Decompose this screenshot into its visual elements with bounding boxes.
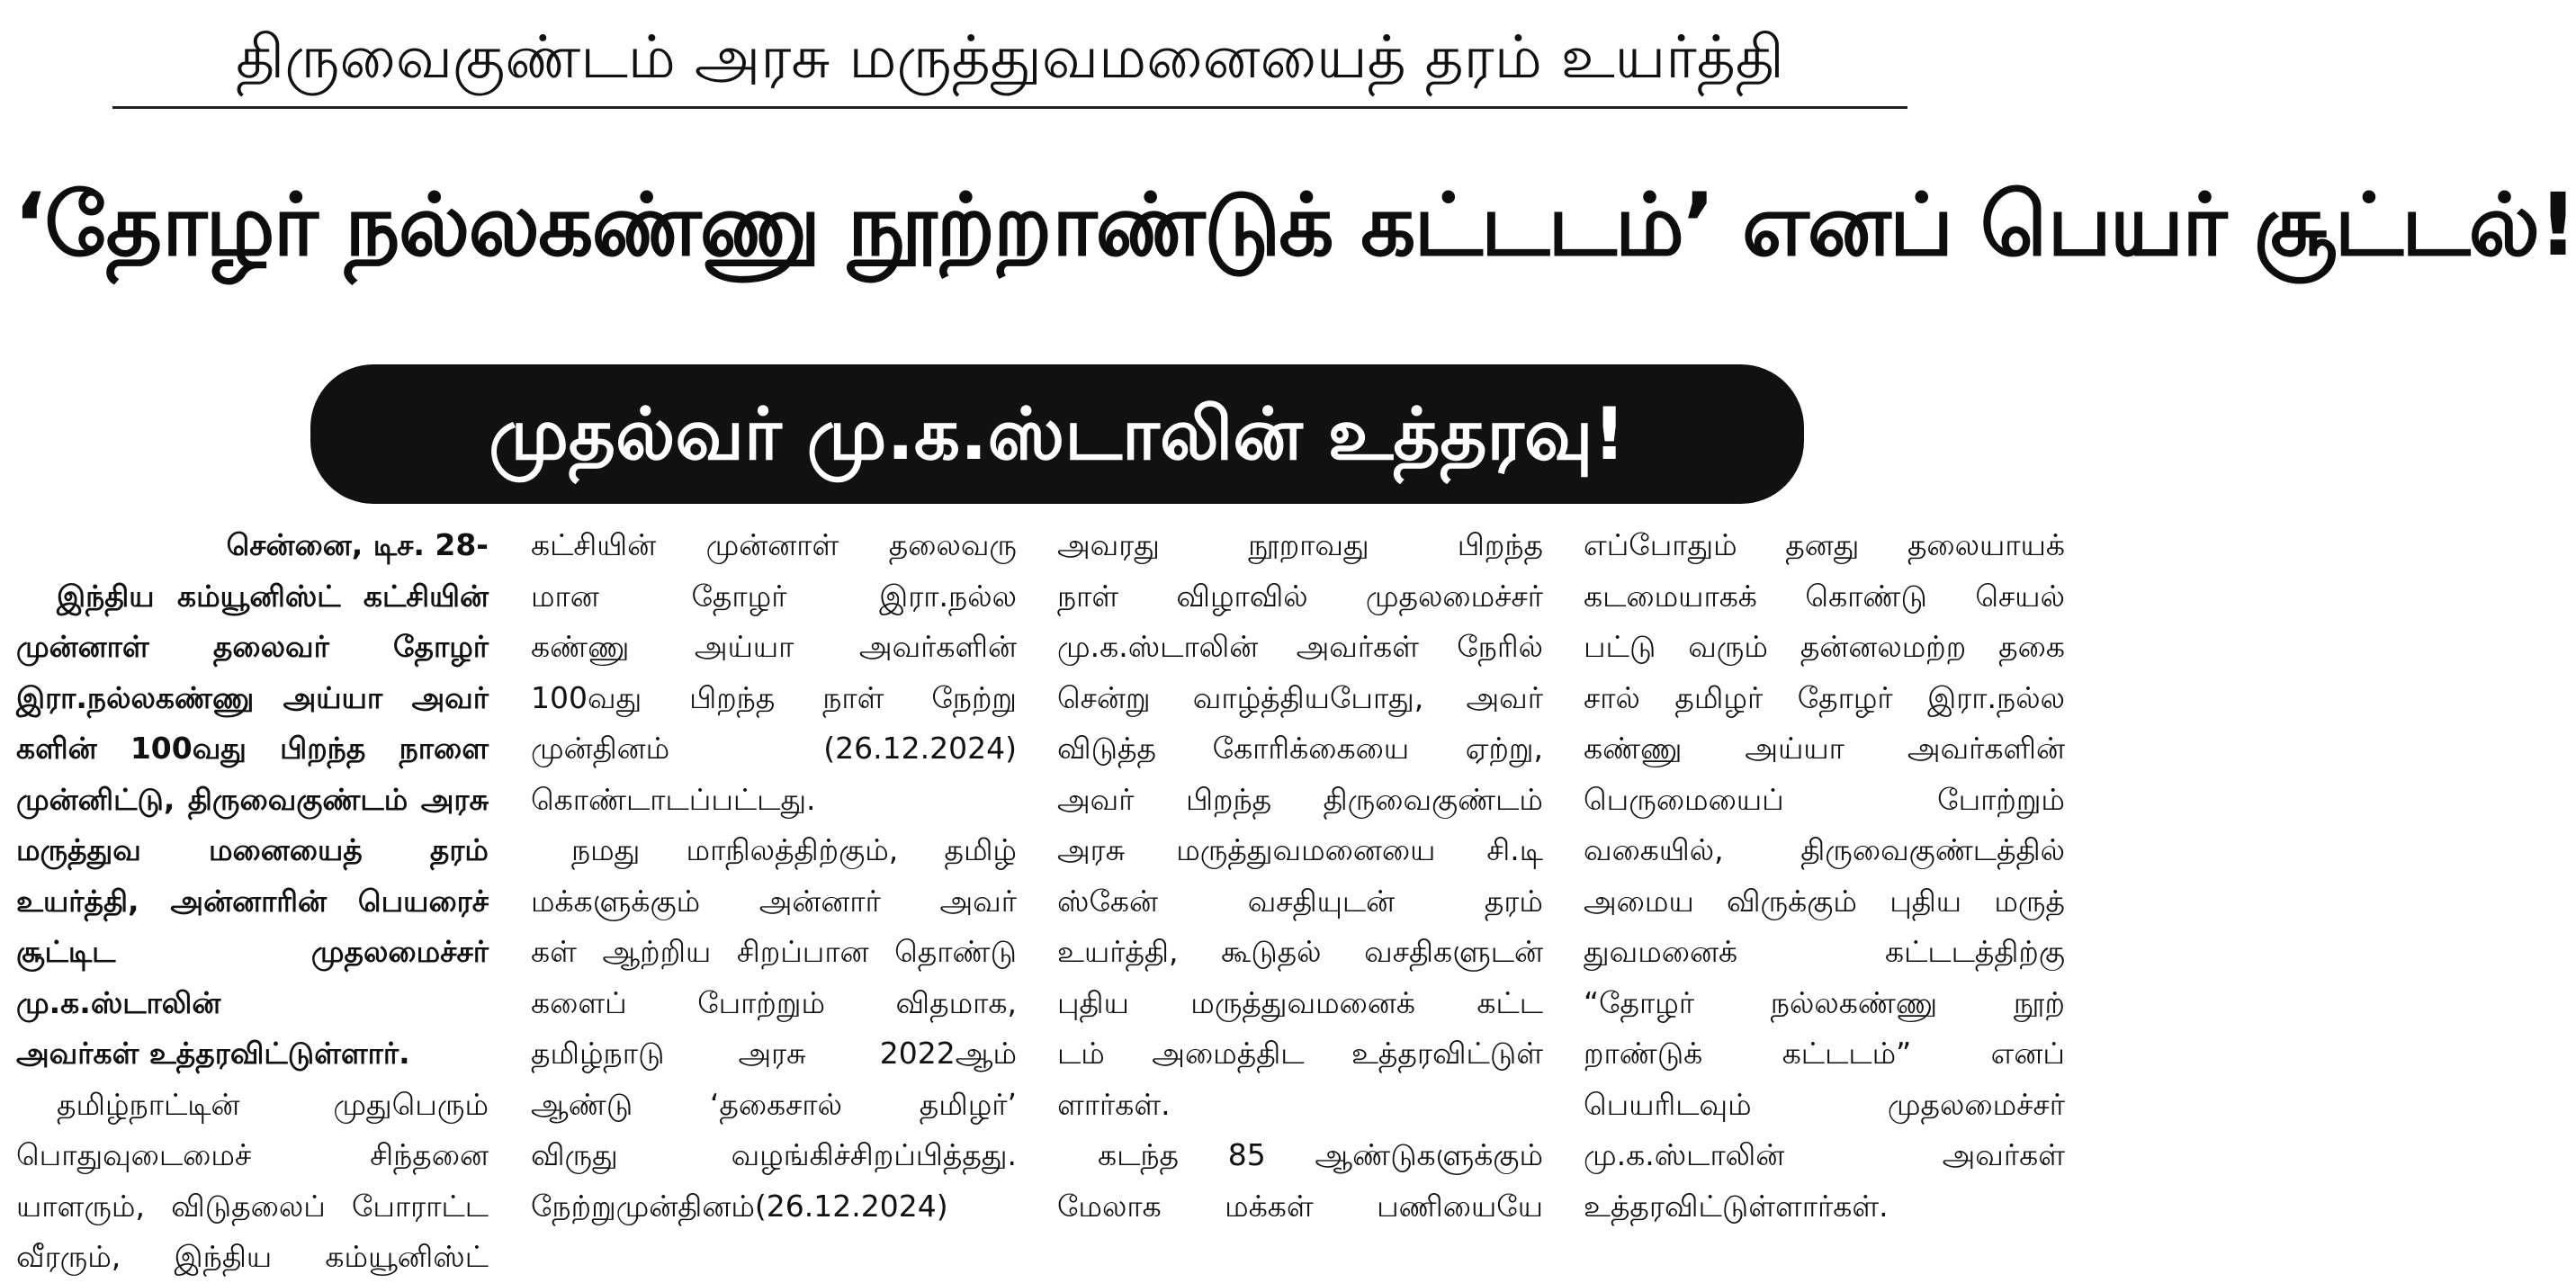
body-line: 100வது பிறந்த நாள் நேற்று [531, 679, 1017, 715]
body-line: நமது மாநிலத்திற்கும், தமிழ் [571, 832, 1017, 867]
body-line: சென்று வாழ்த்தியபோது, அவர் [1057, 679, 1543, 715]
body-line: ளார்கள். [1057, 1086, 1171, 1122]
article-column-2 [531, 520, 1017, 1231]
body-line: புதிய மருத்துவமனைக் கட்ட [1057, 984, 1543, 1020]
body-line: டம் அமைத்திட உத்தரவிட்டுள் [1057, 1036, 1543, 1071]
body-line: நாள் விழாவில் முதலமைச்சர் [1057, 578, 1543, 614]
body-line: எப்போதும் தனது தலையாயக் [1584, 527, 2065, 562]
body-line: தமிழ்நாடு அரசு 2022ஆம் [531, 1036, 1017, 1071]
body-line: பொதுவுடைமைச் சிந்தனை [16, 1137, 489, 1172]
lead-line: உயர்த்தி, அன்னாரின் பெயரைச் [16, 883, 489, 919]
dateline: சென்னை, டிச. 28- [226, 527, 489, 562]
banner-subheadline: முதல்வர் மு.க.ஸ்டாலின் உத்தரவு! [310, 364, 1804, 504]
article-column-1 [16, 520, 489, 1274]
lead-line: இந்திய கம்யூனிஸ்ட் கட்சியின் [57, 578, 489, 614]
lead-line: இரா.நல்லகண்ணு அய்யா அவர் [16, 679, 489, 715]
kicker-headline: திருவைகுண்டம் அரசு மருத்துவமனையைத் தரம் உயர்த்தி [112, 13, 1907, 109]
body-line: கட்சியின் முன்னாள் தலைவரு [531, 527, 1017, 562]
body-line: றாண்டுக் கட்டடம்” எனப் [1584, 1036, 2065, 1071]
body-line: களைப் போற்றும் விதமாக, [531, 984, 1017, 1020]
body-line: சால் தமிழர் தோழர் இரா.நல்ல [1584, 679, 2065, 715]
article-column-4 [1584, 520, 2065, 1231]
body-line: துவமனைக் கட்டடத்திற்கு [1584, 934, 2065, 969]
body-line: மு.க.ஸ்டாலின் அவர்கள் [1584, 1137, 2065, 1172]
body-line: மேலாக மக்கள் பணியையே [1057, 1188, 1543, 1224]
body-line: வகையில், திருவைகுண்டத்தில் [1584, 832, 2065, 867]
body-line: மான தோழர் இரா.நல்ல [531, 578, 1017, 614]
lead-line: அவர்கள் உத்தரவிட்டுள்ளார். [16, 1036, 410, 1071]
body-line: நேற்றுமுன்தினம்(26.12.2024) [531, 1188, 948, 1224]
lead-line: சூட்டிட முதலமைச்சர் மு.க.ஸ்டாலின் [16, 934, 489, 1020]
body-line: விருது வழங்கிச்சிறப்பித்தது. [531, 1137, 1017, 1172]
body-line: மக்களுக்கும் அன்னார் அவர் [531, 883, 1017, 919]
body-line: அவரது நூறாவது பிறந்த [1057, 527, 1543, 562]
body-line: “தோழர் நல்லகண்ணு நூற் [1584, 984, 2065, 1020]
lead-line: மருத்துவ மனையைத் தரம் [16, 832, 489, 867]
body-line: தமிழ்நாட்டின் முதுபெரும் [57, 1086, 489, 1122]
body-line: விடுத்த கோரிக்கையை ஏற்று, [1057, 731, 1543, 766]
body-line: கடந்த 85 ஆண்டுகளுக்கும் [1098, 1137, 1543, 1172]
lead-line: களின் 100வது பிறந்த நாளை [16, 731, 489, 766]
body-line: கடமையாகக் கொண்டு செயல் [1584, 578, 2065, 614]
body-line: பெயரிடவும் முதலமைச்சர் [1584, 1086, 2065, 1122]
body-line: பெருமையைப் போற்றும் [1584, 781, 2065, 817]
body-line: கள் ஆற்றிய சிறப்பான தொண்டு [531, 934, 1017, 969]
body-line: உயர்த்தி, கூடுதல் வசதிகளுடன் [1057, 934, 1543, 969]
body-line: அவர் பிறந்த திருவைகுண்டம் [1057, 781, 1543, 817]
body-line: அமைய விருக்கும் புதிய மருத் [1584, 883, 2065, 919]
body-line: அரசு மருத்துவமனையை சி.டி [1057, 832, 1543, 867]
lead-line: முன்னிட்டு, திருவைகுண்டம் அரசு [16, 781, 489, 817]
body-line: மு.க.ஸ்டாலின் அவர்கள் நேரில் [1057, 629, 1543, 664]
body-line: உத்தரவிட்டுள்ளார்கள். [1584, 1188, 1889, 1224]
body-line: கொண்டாடப்பட்டது. [531, 781, 816, 817]
body-line: கண்ணு அய்யா அவர்களின் [1584, 731, 2065, 766]
body-line: கண்ணு அய்யா அவர்களின் [531, 629, 1017, 664]
lead-line: முன்னாள் தலைவர் தோழர் [16, 629, 489, 664]
main-headline: ‘தோழர் நல்லகண்ணு நூற்றாண்டுக் கட்டடம்’ எனப் பெயர் சூட்டல்! [13, 175, 2576, 275]
body-line: பட்டு வரும் தன்னலமற்ற தகை [1584, 629, 2065, 664]
body-line: ஆண்டு ‘தகைசால் தமிழர்’ [531, 1086, 1017, 1122]
article-column-3 [1057, 520, 1543, 1231]
body-line: ஸ்கேன் வசதியுடன் தரம் [1057, 883, 1543, 919]
body-line: யாளரும், விடுதலைப் போராட்ட [16, 1188, 489, 1224]
body-line: வீரரும், இந்திய கம்யூனிஸ்ட் [16, 1239, 489, 1274]
body-line: முன்தினம் (26.12.2024) [531, 731, 1017, 766]
